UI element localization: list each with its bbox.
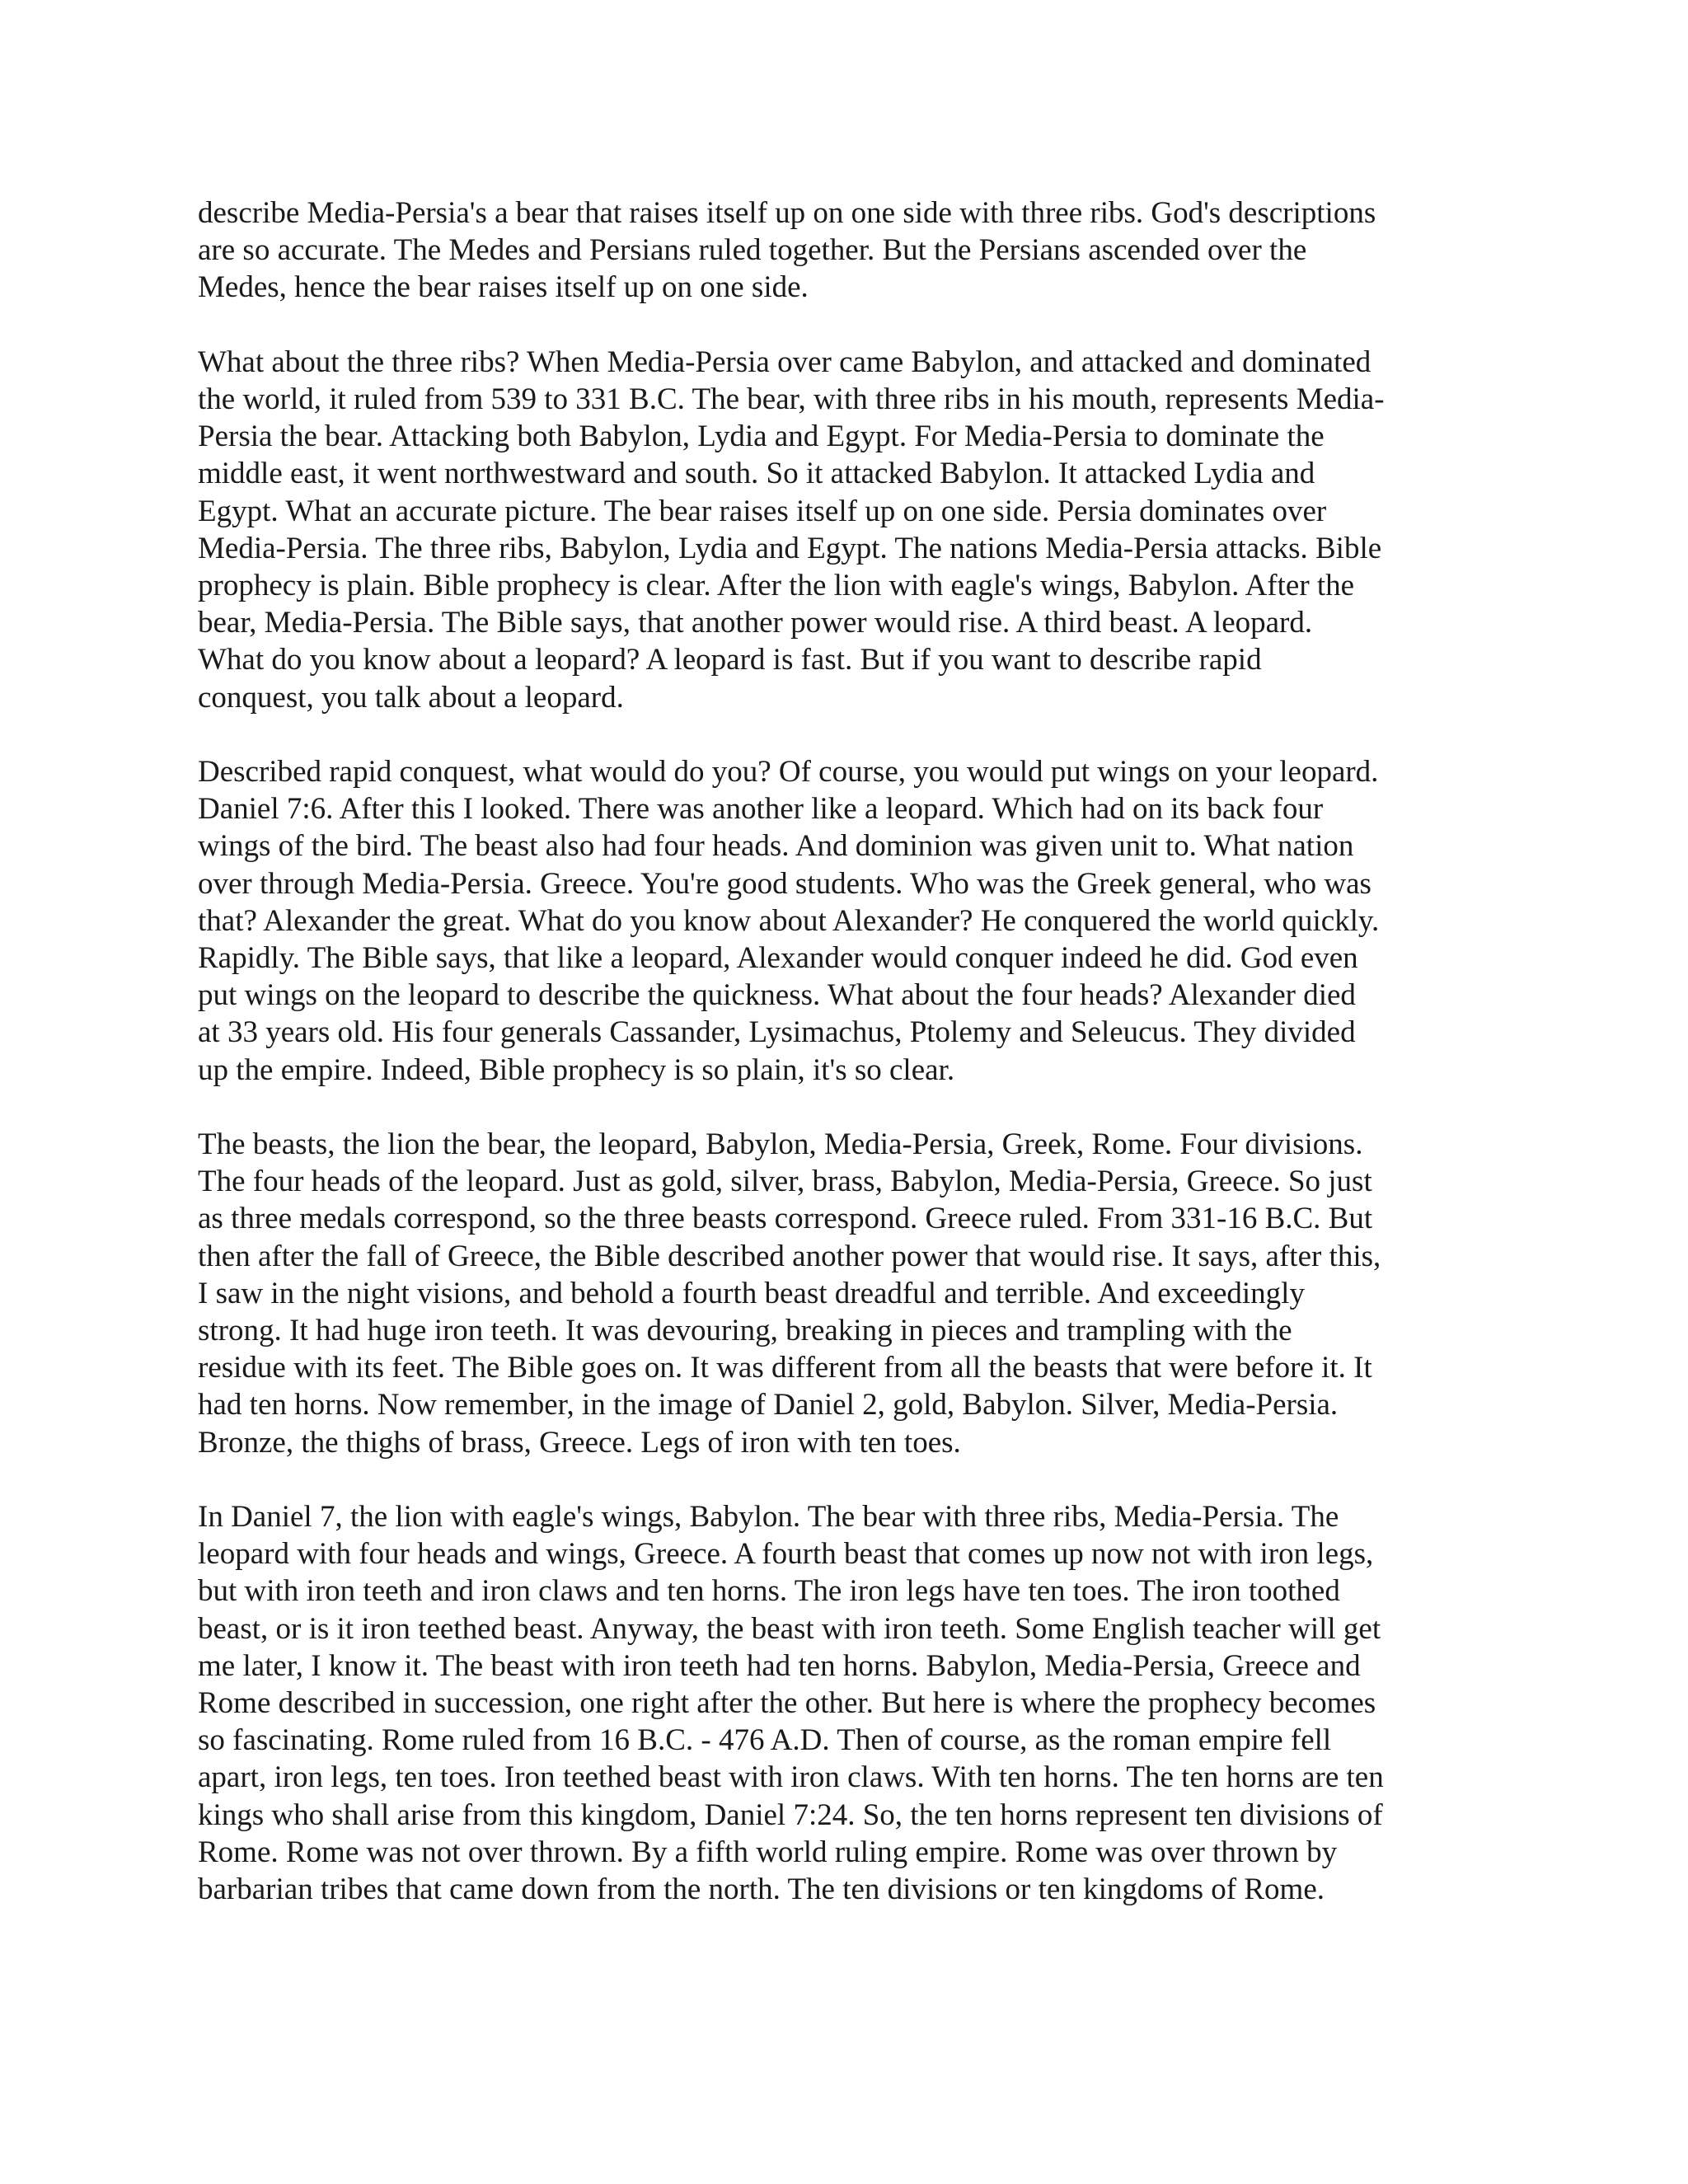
text-line: The four heads of the leopard. Just as gold, silver, brass, Babylon, Media-Persia, Greece. So just <box>198 1165 1372 1199</box>
text-line: I saw in the night visions, and behold a fourth beast dreadful and terrible. And exceedingly <box>198 1276 1305 1310</box>
text-line: Medes, hence the bear raises itself up on one side. <box>198 270 809 305</box>
text-line: bear, Media-Persia. The Bible says, that another power would rise. A third beast. A leopard. <box>198 606 1313 640</box>
text-line: Media-Persia. The three ribs, Babylon, Lydia and Egypt. The nations Media-Persia attacks. Bible <box>198 531 1382 565</box>
text-line: residue with its feet. The Bible goes on. It was different from all the beasts that were before it. It <box>198 1351 1372 1385</box>
text-line: me later, I know it. The beast with iron teeth had ten horns. Babylon, Media-Persia, Greece and <box>198 1648 1361 1683</box>
paragraph-2 <box>198 344 1467 716</box>
text-line: leopard with four heads and wings, Greece. A fourth beast that comes up now not with iron legs, <box>198 1537 1374 1572</box>
text-line: up the empire. Indeed, Bible prophecy is so plain, it's so clear. <box>198 1052 955 1087</box>
text-line: Rome. Rome was not over thrown. By a fifth world ruling empire. Rome was over thrown by <box>198 1835 1338 1869</box>
text-line: then after the fall of Greece, the Bible described another power that would rise. It says, after this, <box>198 1239 1381 1273</box>
text-line: at 33 years old. His four generals Cassander, Lysimachus, Ptolemy and Seleucus. They divided <box>198 1015 1356 1050</box>
text-line: describe Media-Persia's a bear that raises itself up on one side with three ribs. God's descriptions <box>198 196 1376 230</box>
text-line: prophecy is plain. Bible prophecy is clear. After the lion with eagle's wings, Babylon. After the <box>198 569 1355 603</box>
text-line: Egypt. What an accurate picture. The bear raises itself up on one side. Persia dominates over <box>198 494 1327 528</box>
text-line: so fascinating. Rome ruled from 16 B.C. - 476 A.D. Then of course, as the roman empire fell <box>198 1723 1332 1758</box>
text-line: Persia the bear. Attacking both Babylon, Lydia and Egypt. For Media-Persia to dominate the <box>198 419 1325 454</box>
text-line: Bronze, the thighs of brass, Greece. Legs of iron with ten toes. <box>198 1425 961 1460</box>
text-line: had ten horns. Now remember, in the image of Daniel 2, gold, Babylon. Silver, Media-Persia. <box>198 1388 1339 1422</box>
text-line: as three medals correspond, so the three beasts correspond. Greece ruled. From 331-16 B.C. But <box>198 1202 1373 1236</box>
text-line: are so accurate. The Medes and Persians ruled together. But the Persians ascended over the <box>198 233 1307 268</box>
text-line: conquest, you talk about a leopard. <box>198 680 624 715</box>
text-line: In Daniel 7, the lion with eagle's wings, Babylon. The bear with three ribs, Media-Persia. The <box>198 1500 1339 1535</box>
text-line: but with iron teeth and iron claws and ten horns. The iron legs have ten toes. The iron toothed <box>198 1574 1340 1609</box>
text-line: barbarian tribes that came down from the north. The ten divisions or ten kingdoms of Rome. <box>198 1872 1325 1907</box>
paragraph-5 <box>198 1498 1467 1908</box>
paragraph-4 <box>198 1126 1467 1461</box>
text-line: kings who shall arise from this kingdom, Daniel 7:24. So, the ten horns represent ten divisions of <box>198 1797 1383 1832</box>
paragraph-3 <box>198 753 1467 1089</box>
text-line: apart, iron legs, ten toes. Iron teethed beast with iron claws. With ten horns. The ten horns are ten <box>198 1760 1384 1795</box>
text-line: beast, or is it iron teethed beast. Anyway, the beast with iron teeth. Some English teacher will get <box>198 1611 1381 1646</box>
text-line: middle east, it went northwestward and south. So it attacked Babylon. It attacked Lydia and <box>198 457 1315 491</box>
text-line: Daniel 7:6. After this I looked. There was another like a leopard. Which had on its back four <box>198 792 1324 827</box>
paragraph-1 <box>198 194 1467 307</box>
text-line: that? Alexander the great. What do you know about Alexander? He conquered the world quickly. <box>198 903 1380 938</box>
text-line: Described rapid conquest, what would do you? Of course, you would put wings on your leopard. <box>198 755 1379 790</box>
text-line: What about the three ribs? When Media-Persia over came Babylon, and attacked and dominated <box>198 344 1372 379</box>
text-line: Rapidly. The Bible says, that like a leopard, Alexander would conquer indeed he did. God even <box>198 941 1358 976</box>
document-body <box>198 194 1467 1945</box>
text-line: wings of the bird. The beast also had four heads. And dominion was given unit to. What nation <box>198 829 1354 864</box>
text-line: Rome described in succession, one right after the other. But here is where the prophecy becomes <box>198 1686 1376 1721</box>
text-line: strong. It had huge iron teeth. It was devouring, breaking in pieces and trampling with the <box>198 1314 1292 1348</box>
text-line: The beasts, the lion the bear, the leopard, Babylon, Media-Persia, Greek, Rome. Four divisions. <box>198 1127 1363 1162</box>
text-line: the world, it ruled from 539 to 331 B.C. The bear, with three ribs in his mouth, represents Media- <box>198 382 1385 416</box>
text-line: What do you know about a leopard? A leopard is fast. But if you want to describe rapid <box>198 643 1262 677</box>
text-line: put wings on the leopard to describe the quickness. What about the four heads? Alexander died <box>198 978 1356 1013</box>
text-line: over through Media-Persia. Greece. You're good students. Who was the Greek general, who was <box>198 866 1372 901</box>
